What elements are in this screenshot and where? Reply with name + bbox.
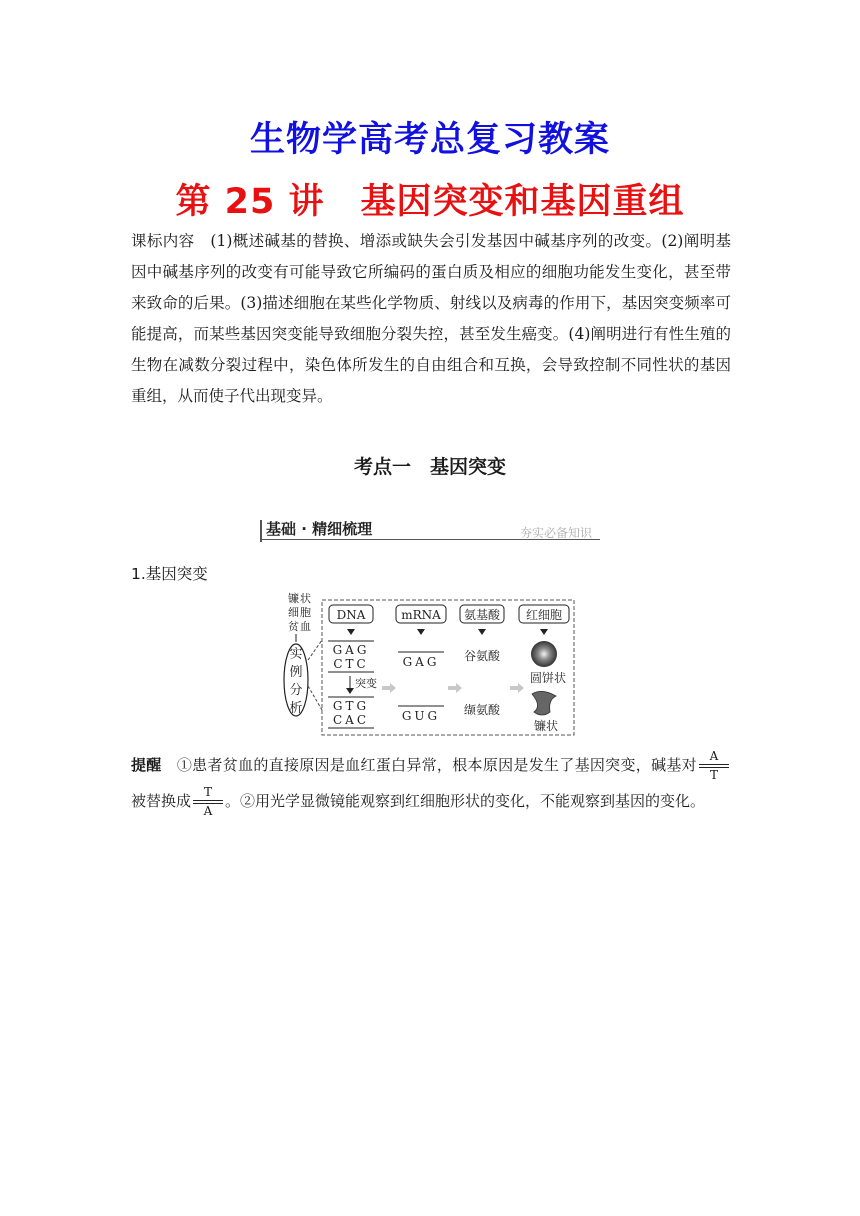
svg-text:例: 例	[289, 665, 303, 680]
svg-text:析: 析	[289, 701, 303, 716]
base-pair-at: $\frac{A}{T}$	[699, 750, 729, 782]
tip-text-b: 被替换成	[131, 792, 192, 810]
svg-text:细: 细	[288, 606, 299, 619]
svg-text:实: 实	[289, 647, 303, 662]
flow-arrows	[382, 683, 524, 693]
down-arrow-icon	[540, 629, 548, 635]
subheading: 1.基因突变	[131, 565, 208, 583]
lecture-title: 第 25 讲 基因突变和基因重组	[175, 182, 685, 222]
sickle-red-cell	[532, 691, 556, 715]
sickle-cell-label: 镰状	[533, 719, 559, 733]
mutant-dna-bottom: CAC	[332, 713, 370, 727]
section-title: 考点一 基因突变	[353, 456, 506, 478]
column-header-label: 氨基酸	[463, 608, 501, 622]
mutant-dna-top: GTG	[332, 699, 370, 713]
banner-label: 基础 · 精细梳理	[266, 520, 373, 538]
mutant-mrna: GUG	[401, 709, 441, 723]
oval-label	[289, 647, 302, 716]
svg-text:状: 状	[300, 592, 311, 605]
mutation-label: 突变	[355, 677, 377, 690]
document-title: 生物学高考总复习教案	[249, 120, 610, 160]
banner-sublabel: 夯实必备知识	[519, 526, 592, 540]
base-pair-ta: $\frac{T}{A}$	[193, 786, 223, 818]
tip-text-a: ①患者贫血的直接原因是血红蛋白异常，根本原因是发生了基因突变，碱基对	[176, 756, 697, 774]
sickle-cell-diagram	[280, 590, 580, 740]
tip-label: 提醒	[131, 756, 162, 774]
curriculum-standards	[131, 226, 731, 412]
standards-label: 课标内容	[131, 232, 195, 250]
column-header-label: 红细胞	[525, 608, 563, 622]
normal-dna-top: GAG	[332, 643, 370, 657]
svg-text:镰: 镰	[288, 592, 299, 605]
svg-text:分: 分	[289, 683, 303, 698]
down-arrow-icon	[417, 629, 425, 635]
down-arrow-icon	[478, 629, 486, 635]
svg-text:贫: 贫	[288, 620, 299, 633]
mutant-amino-acid: 缬氨酸	[463, 703, 501, 717]
svg-text:血: 血	[300, 620, 311, 633]
diagram-side-label	[288, 591, 311, 633]
down-arrow-icon	[347, 629, 355, 635]
column-header-label: mRNA	[401, 608, 441, 622]
column-header-label: DNA	[336, 608, 366, 622]
section-banner	[260, 512, 600, 544]
standards-text: (1)概述碱基的替换、增添或缺失会引发基因中碱基序列的改变。(2)阐明基因中碱基序列的改变有可能导致它所编码的蛋白质及相应的细胞功能发生变化，甚至带来致命的后果。(3)描述细胞在某些化学物质、射线以及病毒的作用下，基因突变频率可能提高，而某些基因突变能导致细胞分裂失控，甚至发生癌变。(4)阐明进行有性生殖的生物在减数分裂过程中，染色体所发生的自由组合和互换，会导致控制不同性状的基因重组，从而使子代出现变异。	[131, 232, 731, 405]
normal-red-cell	[531, 641, 557, 667]
normal-cell-label: 圆饼状	[529, 671, 567, 685]
tip-paragraph	[131, 747, 731, 819]
normal-dna-bottom: CTC	[333, 657, 369, 671]
svg-text:胞: 胞	[300, 606, 311, 619]
tip-text-c: 。②用光学显微镜能观察到红细胞形状的变化，不能观察到基因的变化。	[225, 792, 706, 810]
normal-amino-acid: 谷氨酸	[463, 649, 501, 663]
normal-mrna: GAG	[402, 655, 440, 669]
